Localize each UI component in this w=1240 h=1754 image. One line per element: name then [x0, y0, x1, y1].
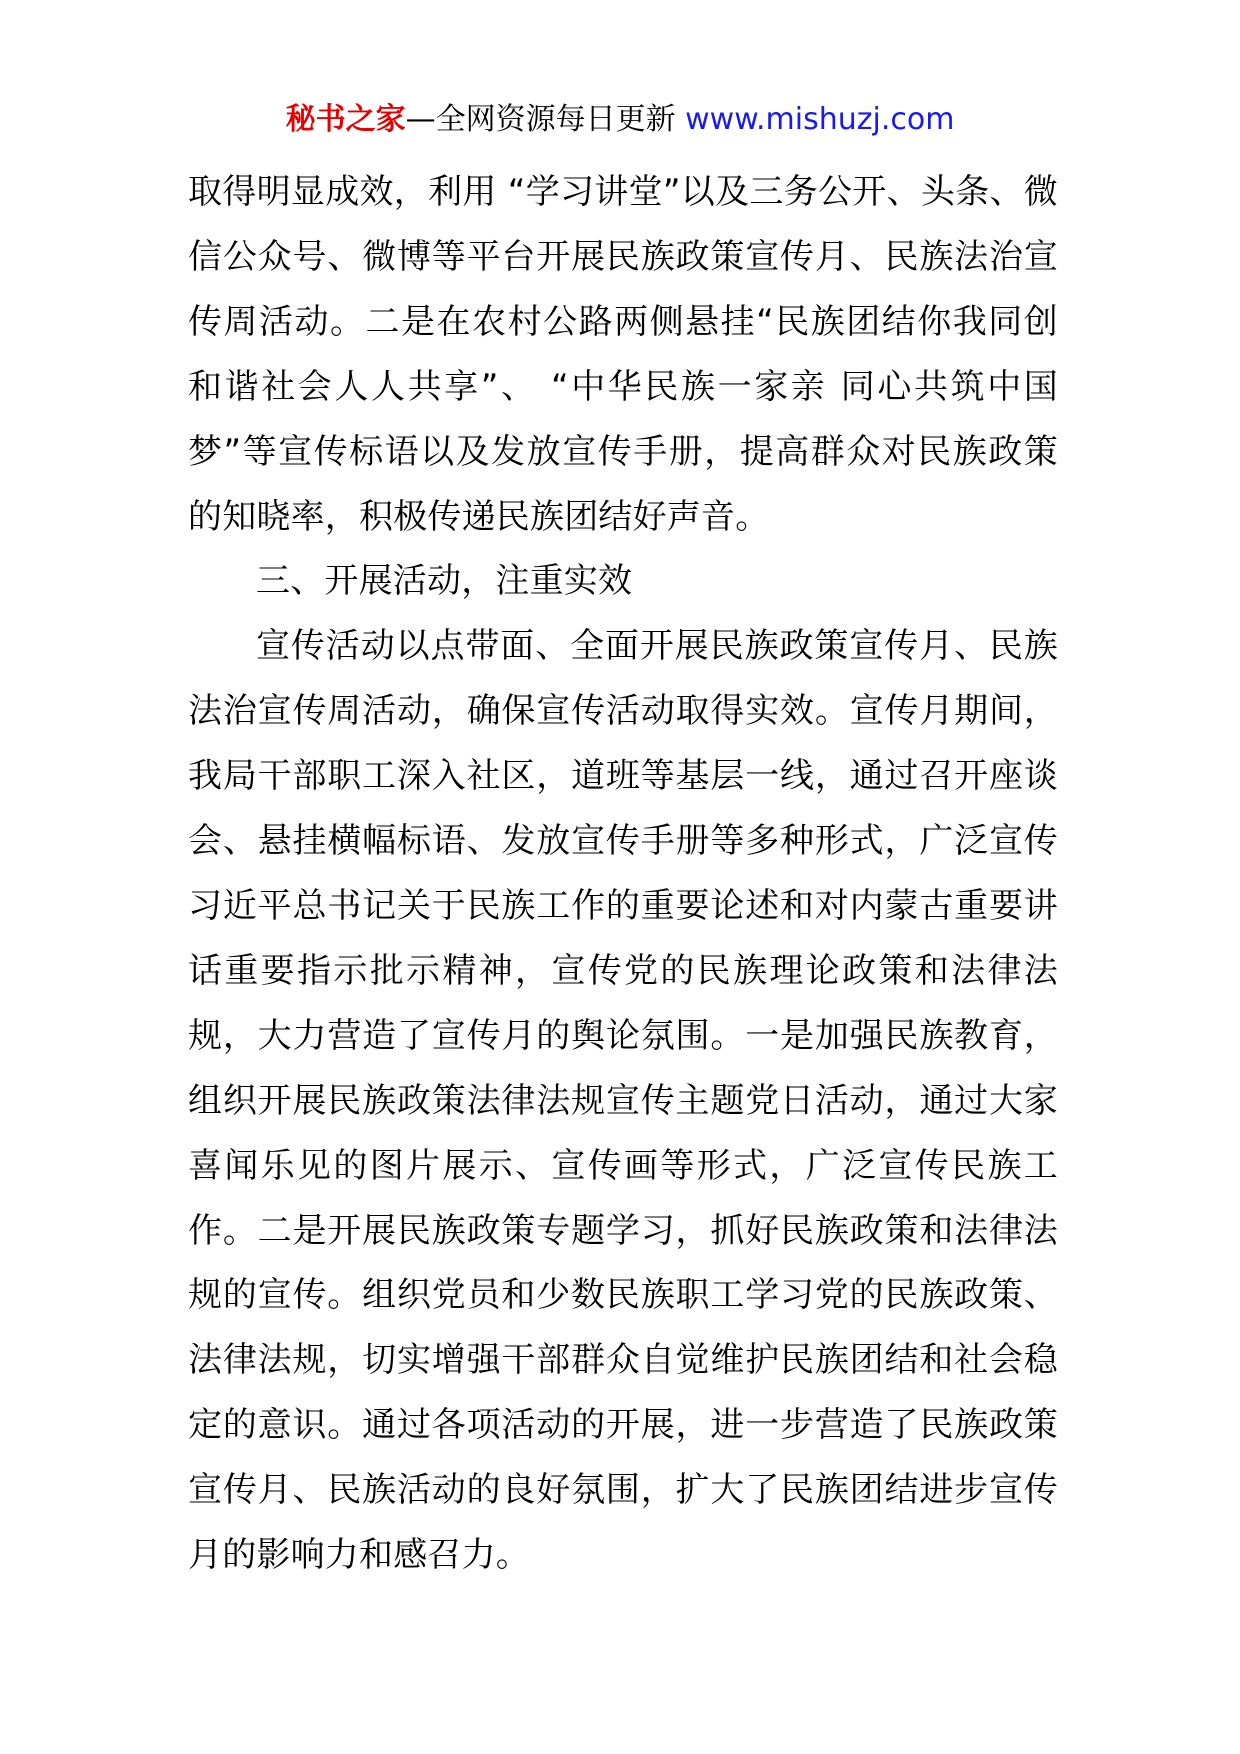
header-url-link[interactable]: www.mishuzj.com [685, 102, 955, 137]
section-heading: 三、开展活动，注重实效 [256, 561, 633, 602]
paragraph-activities: 宣传活动以点带面、全面开展民族政策宣传月、民族法治宣传周活动，确保宣传活动取得实效。宣传月期间，我局干部职工深入社区，道班等基层一线，通过召开座谈会、悬挂横幅标语、发放宣传手册等多种形式，广泛宣传习近平总书记关于民族工作的重要论述和对内蒙古重要讲话重要指示批示精神，宣传党的民族理论政策和法律法规，大力营造了宣传月的舆论氛围。一是加强民族教育，组织开展民族政策法律法规宣传主题党日活动，通过大家喜闻乐见的图片展示、宣传画等形式，广泛宣传民族工作。二是开展民族政策专题学习，抓好民族政策和法律法规的宣传。组织党员和少数民族职工学习党的民族政策、法律法规，切实增强干部群众自觉维护民族团结和社会稳定的意识。通过各项活动的开展，进一步营造了民族政策宣传月、民族活动的良好氛围，扩大了民族团结进步宣传月的影响力和感召力。 [188, 626, 1058, 1576]
paragraph-continuation: 取得明显成效，利用 “学习讲堂”以及三务公开、头条、微信公众号、微博等平台开展民族政策宣传月、民族法治宣传周活动。二是在农村公路两侧悬挂“民族团结你我同创 和谐社会人人共享”、 “中华民族一家亲 同心共筑中国梦”等宣传标语以及发放宣传手册，提高群众对民族政策的知晓率，积极传递民族团结好声音。 [188, 172, 1058, 537]
page-header [0, 100, 1240, 140]
header-tagline: —全网资源每日更新 [405, 102, 676, 137]
document-body [188, 160, 1058, 1588]
header-brand: 秘书之家 [285, 102, 406, 137]
